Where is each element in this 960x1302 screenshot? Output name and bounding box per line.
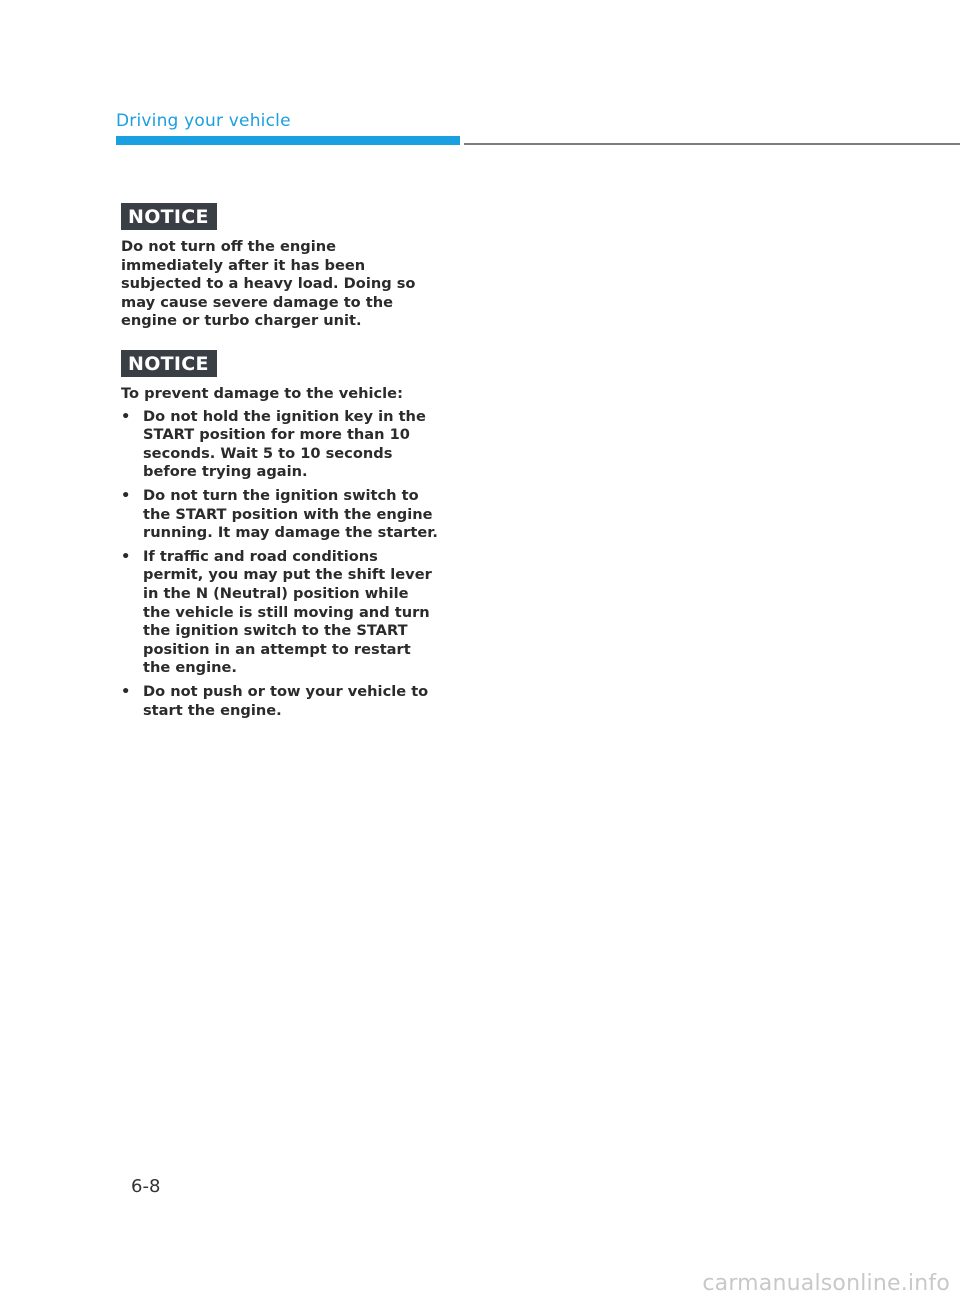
bullet-icon: • bbox=[121, 486, 131, 504]
header-divider-line bbox=[464, 143, 960, 145]
list-item-text: Do not turn the ignition switch to the START position with the engine running. It may damage the starter. bbox=[143, 486, 438, 542]
list-item-text: Do not push or tow your vehicle to start the engine. bbox=[143, 682, 429, 719]
bullet-icon: • bbox=[121, 407, 131, 425]
notice-badge: NOTICE bbox=[121, 350, 217, 377]
notice-intro: To prevent damage to the vehicle: bbox=[121, 385, 403, 402]
list-item-text: If traffic and road conditions permit, you may put the shift lever in the N (Neutral) position while the vehicle is still moving and turn the ignition switch to the START position in an attempt to restart the engine. bbox=[143, 547, 432, 677]
list-item bbox=[121, 548, 439, 678]
notice-bullet-list bbox=[121, 408, 439, 721]
bullet-icon: • bbox=[121, 682, 131, 700]
section-title: Driving your vehicle bbox=[116, 111, 291, 131]
notice-badge: NOTICE bbox=[121, 203, 217, 230]
list-item bbox=[121, 683, 439, 720]
list-item bbox=[121, 408, 439, 482]
bullet-icon: • bbox=[121, 547, 131, 565]
page-number: 6-8 bbox=[131, 1176, 161, 1197]
list-item-text: Do not hold the ignition key in the START position for more than 10 seconds. Wait 5 to 10 seconds before trying again. bbox=[143, 407, 426, 481]
notice-text: Do not turn off the engine immediately after it has been subjected to a heavy load. Doing so may cause severe damage to the engine or turbo charger unit. bbox=[121, 238, 416, 330]
notice-starting-damage bbox=[121, 350, 439, 725]
list-item bbox=[121, 487, 439, 543]
header-accent-bar bbox=[116, 136, 460, 145]
notice-engine-shutoff bbox=[121, 203, 439, 331]
watermark: carmanualsonline.info bbox=[702, 1271, 950, 1296]
